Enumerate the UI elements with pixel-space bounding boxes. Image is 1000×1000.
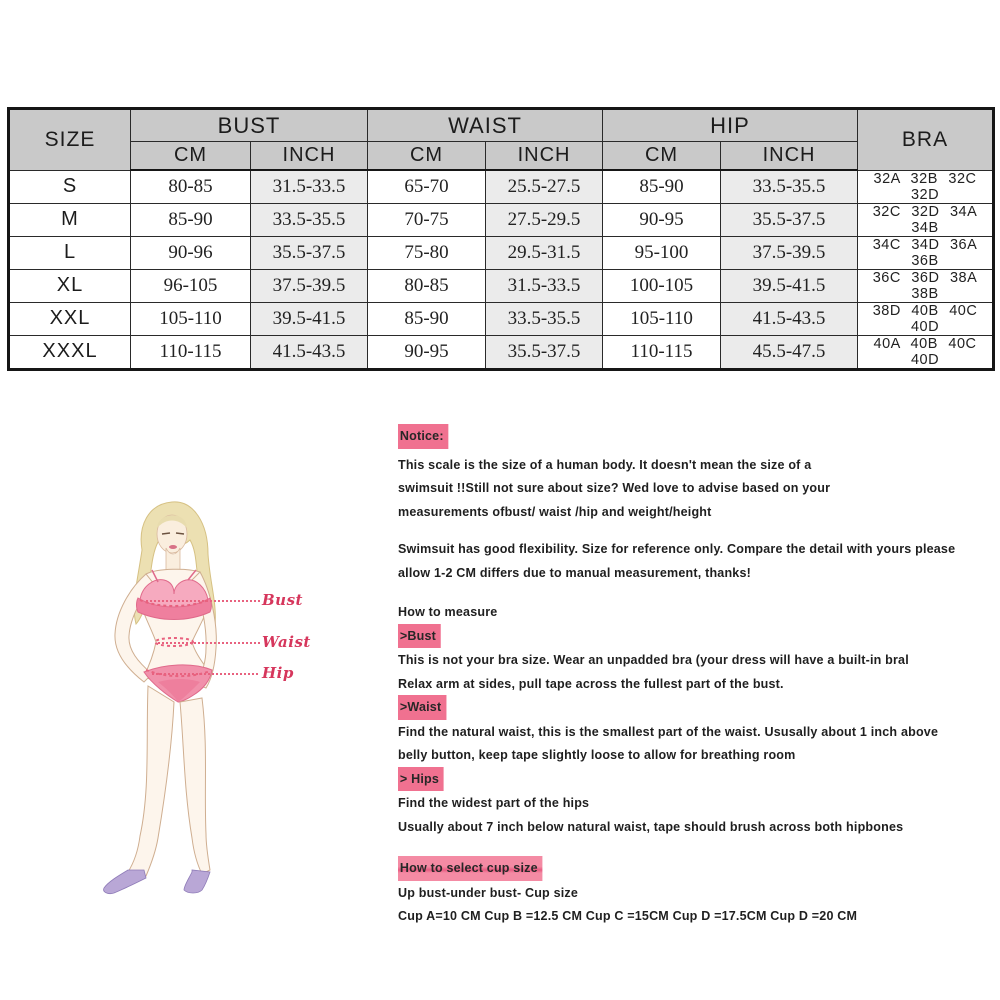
bra-cell: 38D 40B 40C 40D <box>858 302 994 335</box>
waist-inch-cell: 29.5-31.5 <box>486 236 603 269</box>
hip-inch-cell: 45.5-47.5 <box>721 335 858 369</box>
notes-column <box>398 424 978 928</box>
size-chart-table-container <box>7 107 992 371</box>
waist-inch-cell: 35.5-37.5 <box>486 335 603 369</box>
header-waist: WAIST <box>368 109 603 142</box>
waist-label: Waist <box>262 633 311 651</box>
table-row <box>9 203 994 236</box>
hip-cm-cell: 100-105 <box>603 269 721 302</box>
header-waist-cm: CM <box>368 142 486 171</box>
bust-inch-cell: 37.5-39.5 <box>251 269 368 302</box>
bra-cell: 32C 32D 34A 34B <box>858 203 994 236</box>
notice-line: swimsuit !!Still not sure about size? Wed love to advise based on your <box>398 480 831 495</box>
figure-illustration <box>88 490 308 910</box>
hip-cm-cell: 105-110 <box>603 302 721 335</box>
waist-inch-cell: 27.5-29.5 <box>486 203 603 236</box>
notice-line: This scale is the size of a human body. It doesn't mean the size of a <box>398 456 812 472</box>
bust-inch-cell: 31.5-33.5 <box>251 170 368 203</box>
bust-section-line: This is not your bra size. Wear an unpadded bra (your dress will have a built-in bral <box>398 652 909 667</box>
hips-section-line: Usually about 7 inch below natural waist, tape should brush across both hipbones <box>398 818 904 834</box>
cup-size-heading: How to select cup size <box>398 856 543 881</box>
bust-cm-cell: 80-85 <box>131 170 251 203</box>
header-bust: BUST <box>131 109 368 142</box>
hip-cm-cell: 95-100 <box>603 236 721 269</box>
bust-inch-cell: 41.5-43.5 <box>251 335 368 369</box>
header-bust-inch: INCH <box>251 142 368 171</box>
waist-cm-cell: 85-90 <box>368 302 486 335</box>
cup-size-line: Up bust-under bust- Cup size <box>398 884 579 900</box>
bust-cm-cell: 96-105 <box>131 269 251 302</box>
waist-inch-cell: 33.5-35.5 <box>486 302 603 335</box>
size-cell: XXXL <box>9 335 131 369</box>
waist-cm-cell: 65-70 <box>368 170 486 203</box>
size-cell: L <box>9 236 131 269</box>
hip-inch-cell: 37.5-39.5 <box>721 236 858 269</box>
bust-section-heading: >Bust <box>398 624 441 649</box>
table-row <box>9 302 994 335</box>
waist-cm-cell: 90-95 <box>368 335 486 369</box>
header-hip-inch: INCH <box>721 142 858 171</box>
waist-inch-cell: 25.5-27.5 <box>486 170 603 203</box>
hip-label: Hip <box>262 664 294 682</box>
hip-cm-cell: 90-95 <box>603 203 721 236</box>
hips-section-line: Find the widest part of the hips <box>398 795 590 810</box>
size-cell: S <box>9 170 131 203</box>
header-hip: HIP <box>603 109 858 142</box>
hip-inch-cell: 41.5-43.5 <box>721 302 858 335</box>
table-row <box>9 170 994 203</box>
bra-cell: 34C 34D 36A 36B <box>858 236 994 269</box>
size-cell: M <box>9 203 131 236</box>
size-chart-table <box>7 107 995 371</box>
shoe-left <box>104 870 146 894</box>
bust-cm-cell: 90-96 <box>131 236 251 269</box>
waist-cm-cell: 75-80 <box>368 236 486 269</box>
header-waist-inch: INCH <box>486 142 603 171</box>
shoe-right <box>184 870 210 893</box>
size-cell: XL <box>9 269 131 302</box>
waist-cm-cell: 70-75 <box>368 203 486 236</box>
table-row <box>9 236 994 269</box>
waist-section-line: belly button, keep tape slightly loose to allow for breathing room <box>398 747 796 762</box>
size-cell: XXL <box>9 302 131 335</box>
table-row <box>9 269 994 302</box>
waist-section-heading: >Waist <box>398 695 446 720</box>
bust-cm-cell: 105-110 <box>131 302 251 335</box>
hip-inch-cell: 33.5-35.5 <box>721 170 858 203</box>
notice-line: measurements ofbust/ waist /hip and weight/height <box>398 503 712 519</box>
bra-cell: 40A 40B 40C 40D <box>858 335 994 369</box>
bust-inch-cell: 35.5-37.5 <box>251 236 368 269</box>
how-to-measure-heading: How to measure <box>398 604 498 619</box>
waist-cm-cell: 80-85 <box>368 269 486 302</box>
notice-heading: Notice: <box>398 424 448 449</box>
header-size: SIZE <box>9 109 131 171</box>
hip-cm-cell: 110-115 <box>603 335 721 369</box>
bust-section-line: Relax arm at sides, pull tape across the fullest part of the bust. <box>398 675 784 691</box>
bra-cell: 36C 36D 38A 38B <box>858 269 994 302</box>
header-bra: BRA <box>858 109 994 171</box>
hips-section-heading: > Hips <box>398 767 444 792</box>
bra-cell: 32A 32B 32C 32D <box>858 170 994 203</box>
table-row <box>9 335 994 369</box>
hip-measure-line <box>152 673 258 675</box>
waist-section-line: Find the natural waist, this is the smallest part of the waist. Ususally about 1 inch above <box>398 723 939 739</box>
bust-cm-cell: 110-115 <box>131 335 251 369</box>
flexibility-line: allow 1-2 CM differs due to manual measurement, thanks! <box>398 564 751 580</box>
bust-inch-cell: 33.5-35.5 <box>251 203 368 236</box>
header-hip-cm: CM <box>603 142 721 171</box>
hip-cm-cell: 85-90 <box>603 170 721 203</box>
bust-measure-line <box>146 600 260 602</box>
flexibility-line: Swimsuit has good flexibility. Size for reference only. Compare the detail with yours please <box>398 541 956 556</box>
hip-inch-cell: 35.5-37.5 <box>721 203 858 236</box>
cup-size-line: Cup A=10 CM Cup B =12.5 CM Cup C =15CM Cup D =17.5CM Cup D =20 CM <box>398 908 858 923</box>
bust-label: Bust <box>262 591 303 609</box>
bust-cm-cell: 85-90 <box>131 203 251 236</box>
header-bust-cm: CM <box>131 142 251 171</box>
waist-inch-cell: 31.5-33.5 <box>486 269 603 302</box>
waist-measure-line <box>158 642 260 644</box>
hip-inch-cell: 39.5-41.5 <box>721 269 858 302</box>
bust-inch-cell: 39.5-41.5 <box>251 302 368 335</box>
